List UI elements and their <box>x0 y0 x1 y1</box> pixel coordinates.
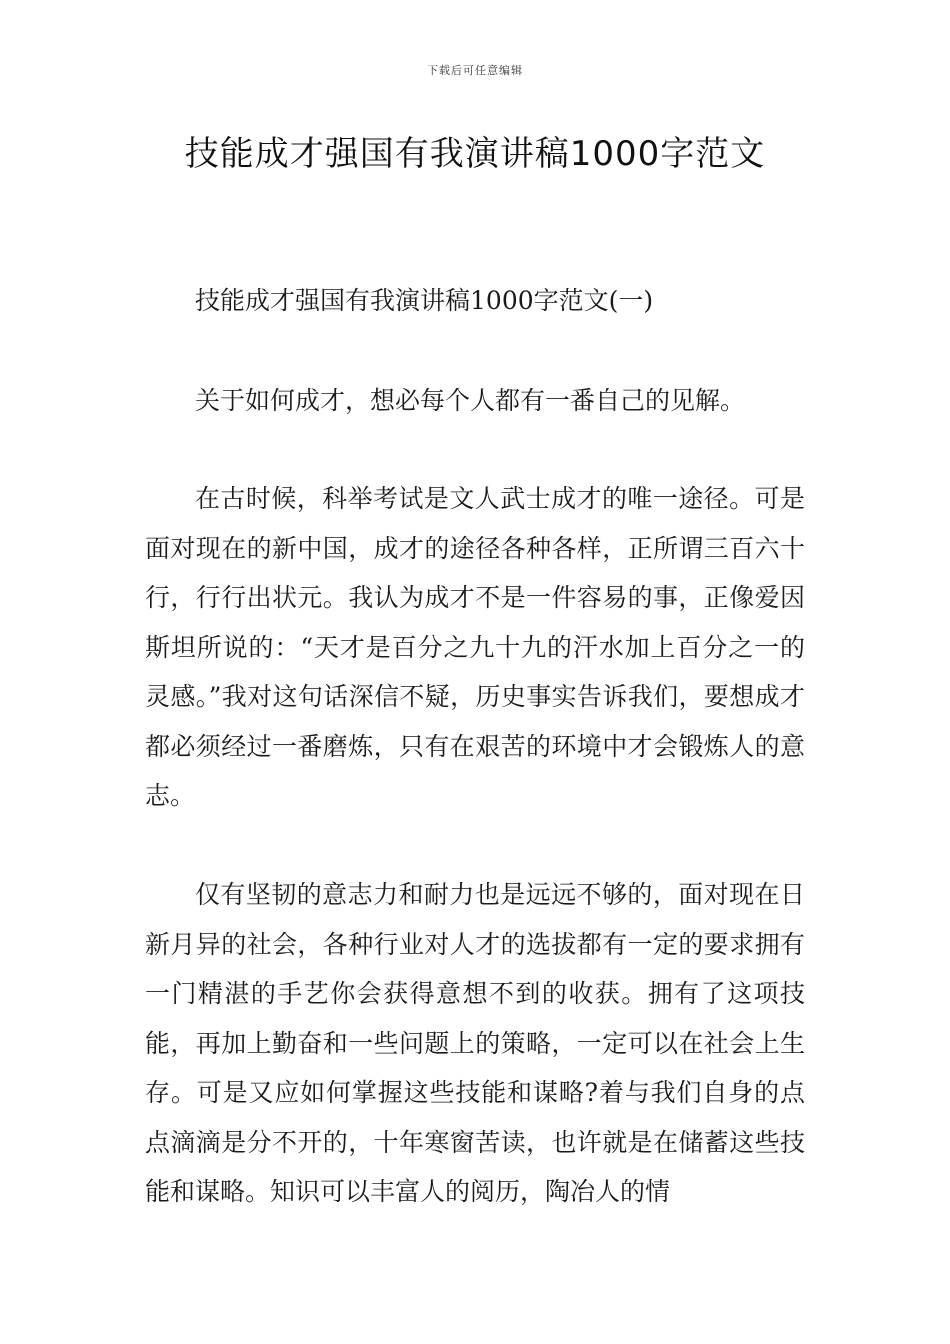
paragraph-2: 在古时候，科举考试是文人武士成才的唯一途径。可是面对现在的新中国，成才的途径各种各样，正所谓三百六十行，行行出状元。我认为成才不是一件容易的事，正像爱因斯坦所说的：“天才是百分之九十九的汗水加上百分之一的灵感。”我对这句话深信不疑，历史事实告诉我们，要想成才都必须经过一番磨炼，只有在艰苦的环境中才会锻炼人的意志。 <box>145 484 805 810</box>
header-note: 下载后可任意编辑 <box>427 64 523 77</box>
document-subtitle: 技能成才强国有我演讲稿1000字范文(一) <box>195 286 654 315</box>
paragraph-1: 关于如何成才，想必每个人都有一番自己的见解。 <box>195 386 746 415</box>
paragraph-3: 仅有坚韧的意志力和耐力也是远远不够的，面对现在日新月异的社会，各种行业对人才的选拔都有一定的要求拥有一门精湛的手艺你会获得意想不到的收获。拥有了这项技能，再加上勤奋和一些问题上的策略，一定可以在社会上生存。可是又应如何掌握这些技能和谋略?着与我们自身的点点滴滴是分不开的，十年寒窗苦读，也许就是在储蓄这些技能和谋略。知识可以丰富人的阅历，陶冶人的情 <box>145 880 805 1206</box>
document-title: 技能成才强国有我演讲稿1000字范文 <box>184 134 766 174</box>
